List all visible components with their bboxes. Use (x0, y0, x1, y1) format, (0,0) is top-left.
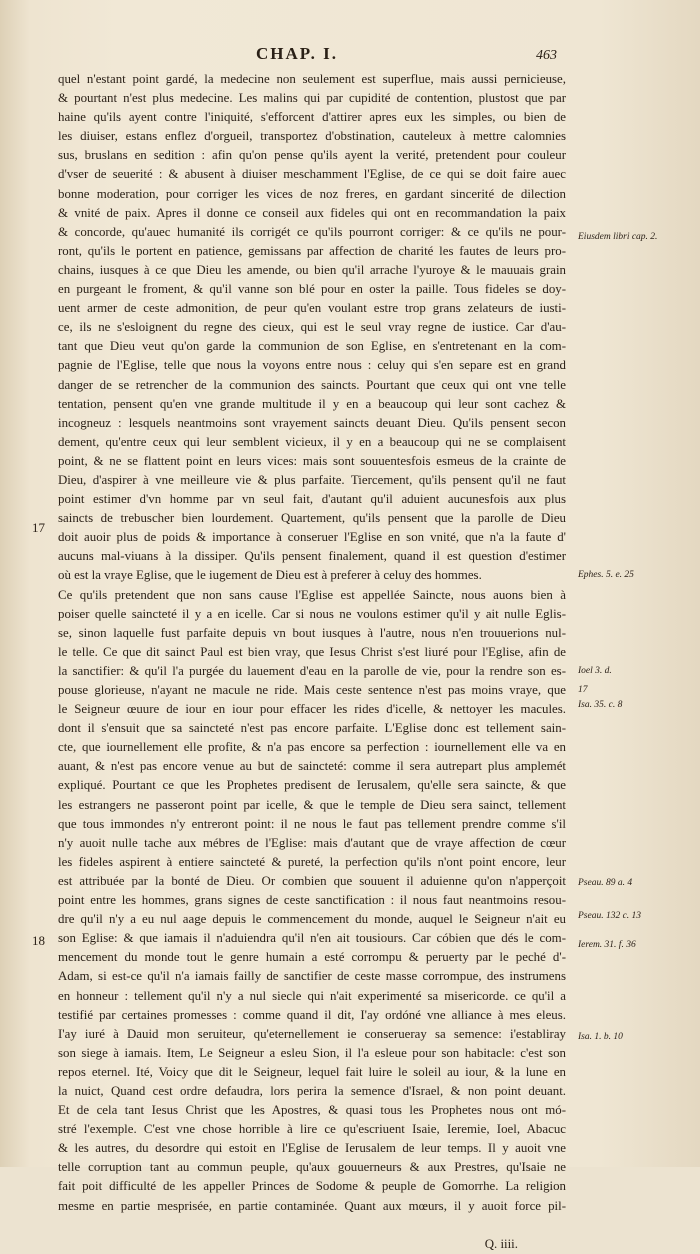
signature-mark: Q. iiii. (484, 1236, 518, 1251)
text-line: aucuns mal-viuans à la dissiper. Qu'ils pensent finalement, quand il est question d'estimer (58, 549, 566, 564)
text-line: quel n'estant point gardé, la medecine non seulement est superflue, mais aussi pernicieuse, (58, 72, 566, 86)
text-line: sus, bruslans en sedition : afin qu'on pense qu'ils ayent la verité, pretendent pour couleur (58, 148, 566, 163)
text-line: haine qu'ils ayent contre l'iniquité, s'efforcent d'attirer apres eux les simples, ou bien de (58, 110, 566, 125)
text-line: point estimer d'vn homme par vn seul fait, d'autant qu'il aduient aucunesfois aux plus (58, 492, 566, 507)
text-line: mencement du monde tout le genre humain a esté corrompu & peruerty par le peché d'- (58, 950, 566, 965)
text-line: les estrangers ne passeront point par icelle, & que le temple de Dieu sera sainct, tellement (58, 797, 566, 812)
text-line: dement, qu'entre ceux qui leur semblent vicieux, il y en a beaucoup qui ne se complaisent (58, 434, 566, 449)
text-line: point, & ne se flattent point en leurs vices: mais sont souuentesfois esmeus de la crainte de (58, 453, 566, 468)
text-line: ront, qu'ils le portent en patience, gemissans par affection de charité les fautes de leurs pro- (58, 243, 566, 258)
text-line: repos eternel. Ité, Voicy que dit le Seigneur, lequel fait luire le soleil au iour, & la lune en (58, 1064, 566, 1079)
text-line: son siege à iamais. Item, Le Seigneur a esleu Sion, il l'a esleue pour son habitacle: c'est son (58, 1045, 566, 1060)
text-line: & vnité de paix. Apres il donne ce conseil aux fideles qui ont en recommandation la paix (58, 205, 566, 220)
text-line: & les autres, du desordre qui estoit en l'Eglise de Ierusalem de leur temps. Il y auoit vne (58, 1141, 566, 1156)
text-line: dre qu'il n'y a eu nul aage depuis le commencement du monde, auquel le Seigneur n'ait eu (58, 912, 566, 927)
paragraph-number-17: 17 (32, 520, 45, 535)
margin-note-eiusdem: Eiusdem libri cap. 2. (578, 232, 658, 242)
text-line: Ce qu'ils pretendent que non sans cause l'Eglise est appellée Saincte, nous auons bien à (58, 587, 566, 602)
margin-note-pseau-89: Pseau. 89 a. 4 (578, 878, 633, 888)
text-line: en honneur : tellement qu'il n'y a nul siecle qui n'ait experimenté sa misericorde. ce qu'il a (58, 988, 566, 1003)
text-line: les diuiser, estans enflez d'orgueil, transportez d'obstination, cauteleux à mettre calomnies (58, 129, 566, 144)
text-line: doit auoir plus de poids & importance à conseruer l'Eglise en son vnité, que n'a la faute d' (58, 530, 566, 545)
text-line: pouse glorieuse, n'ayant ne macule ne ride. Mais ceste sentence n'est pas moins vraye, que (58, 683, 566, 697)
text-line: pagnie de l'Eglise, telle que nous la voyons entre nous : celuy qui s'en separe est en grand (58, 358, 566, 373)
text-line: & pourtant n'est plus medecine. Les malins qui par cupidité de contention, plustost que par (58, 91, 566, 106)
margin-note-17: 17 (578, 685, 588, 695)
text-line: se, sinon laquelle fust parfaite depuis vn bout iusques à l'autre, nous n'en trouuerions nul- (58, 625, 566, 640)
text-line: tant que Dieu veut qu'on garde la communion de son Eglise, en s'entretenant en la com- (58, 339, 566, 354)
margin-note-ierem: Ierem. 31. f. 36 (578, 940, 636, 950)
text-line: la sanctifier: & qu'il l'a purgée du lauement d'eau en la parolle de vie, pour la rendre son es- (58, 663, 566, 678)
running-header (0, 44, 700, 68)
text-line: saincts de trebuscher bien lourdement. Quartement, qu'ils pensent que la parolle de Dieu (58, 511, 566, 526)
text-line: Adam, si est-ce qu'il n'a iamais failly de sanctifier de ceste masse corrompue, des instrumens (58, 969, 566, 984)
text-line: en purgeant le froment, & qu'il vanne son blé pour en oster la paille. Tous fideles se doy- (58, 282, 566, 297)
text-line: cte, que iournellement elle profite, & n'a pas encore sa perfection : iournellement elle va en (58, 740, 566, 755)
folio-number: 463 (536, 48, 557, 63)
text-line: ce, ils ne s'esloignent du regne des cieux, qui est le seul vray regne de iustice. Car d'au- (58, 320, 566, 335)
text-line: Et de cela tant Iesus Christ que les Apostres, & quasi tous les Prophetes nous ont mó- (58, 1103, 566, 1118)
margin-note-isa-35: Isa. 35. c. 8 (578, 700, 623, 710)
text-line: bonne moderation, pour corriger les vices de noz freres, en gardant sincerité de dilection (58, 186, 566, 201)
text-line: où est la vraye Eglise, que le iugement de Dieu est à preferer à celuy des hommes. (58, 568, 482, 583)
text-line: Dieu, d'aspirer à vne meilleure vie & plus parfaite. Tiercement, qu'ils pensent qu'il ne faut (58, 472, 566, 487)
paragraph-number-18: 18 (32, 933, 45, 948)
text-line: stré l'exemple. C'est vne chose horrible à lire ce qu'escriuent Isaie, Ieremie, Ioel, Abacuc (58, 1122, 566, 1137)
text-line: fait poit difficulté de les appeller Princes de Sodome & peuple de Gomorrhe. La religion (58, 1179, 566, 1194)
text-line: le Seigneur œuure de iour en iour pour effacer les rides d'icelle, & nettoyer les macules. (58, 702, 566, 717)
text-line: n'y auoit nulle tache aux mébres de l'Eglise: mais d'autant que de vraye affection de cœur (58, 835, 566, 850)
text-line: uent armer de ceste admonition, de peur qu'en voulant estre trop grans zelateurs de iusti- (58, 301, 566, 316)
text-line: point entre les hommes, grans signes de ceste sanctification : il nous faut neantmoins resou- (58, 893, 566, 908)
text-line: est attribuée par la bonté de Dieu. Or combien que souuent il aduienne qu'on n'apperçoit (58, 873, 566, 888)
text-line: le telle. Ce que dit sainct Paul est bien vray, que Iesus Christ s'est liuré pour l'Eglise, afin de (58, 644, 566, 659)
text-line (58, 1216, 566, 1235)
text-line: les fideles aspirent à entiere saincteté & pureté, la perfection qu'ils n'ont point encore, leur (58, 854, 566, 869)
text-line: danger de se retrencher de la communion des saincts. Pourtant que ceux qui ont vne telle (58, 377, 566, 392)
text-line: la nuict, Quand cest ordre defaudra, lors perira la semence d'Israel, & non point deuant. (58, 1083, 566, 1098)
margin-note-isa-1: Isa. 1. b. 10 (578, 1032, 623, 1042)
margin-note-ephes: Ephes. 5. e. 25 (578, 570, 634, 580)
text-line: incogneuz : lesquels neantmoins sont vrayement saincts deuant Dieu. Qu'ils pensent secon (58, 415, 566, 430)
text-line: telle corruption tant au commun peuple, qu'aux gouuerneurs & aux Prestres, qu'Isaie ne (58, 1160, 566, 1175)
text-line: mesme en partie mesprisée, en partie contaminée. Quant aux mœurs, il y auoit force pil- (58, 1198, 566, 1213)
text-line: d'vser de seuerité : & abusent à diuiser meschamment l'Eglise, de ce qui se doit faire auec (58, 167, 566, 182)
text-line: & concorde, qu'auec humanité ils corrigét ce qu'ils pourront corriger: & ce qu'ils ne pour- (58, 224, 566, 239)
text-line: I'ay iuré à Dauid mon seruiteur, qu'eternellement ie conserueray sa semence: i'establiray (58, 1026, 566, 1041)
text-line: testifié par certaines promesses : comme quand il dit, I'ay ordóné vne alliance à mes eleus. (58, 1007, 566, 1022)
text-line: son Eglise: & que iamais il n'aduiendra qu'il n'en ait tousiours. Car cóbien que dés le com- (58, 931, 566, 946)
margin-note-pseau-132: Pseau. 132 c. 13 (578, 911, 642, 921)
text-line: auant, & n'est pas encore venue au but de saincteté: comme il sera autrepart plus amplemét (58, 759, 566, 774)
margin-note-ioel: Ioel 3. d. (578, 666, 612, 676)
text-line: poiser quelle saincteté il y a en icelle. Car si nous ne voulons estimer qu'il y ait nulle Eglis- (58, 606, 566, 621)
text-block (58, 70, 566, 1254)
text-line: chains, iusques à ce que Dieu les amende, ou bien qu'il arrache l'yuroye & le mauuais grain (58, 262, 566, 277)
text-line: tentation, pensent qu'en vne grande multitude il y en a beaucoup qui leur sont cachez & (58, 396, 566, 411)
chapter-heading: CHAP. I. (256, 44, 338, 63)
text-line: que tous immondes n'y entreront point: il ne nous le faut pas tellement prendre comme s'il (58, 816, 566, 831)
text-line: dont il s'ensuit que sa saincteté n'est pas encore parfaite. L'Eglise donc est tellement sain- (58, 721, 566, 736)
text-line: expliqué. Pourtant ce que les Prophetes predisent de Ierusalem, qu'elle sera saincte, & que (58, 778, 566, 793)
